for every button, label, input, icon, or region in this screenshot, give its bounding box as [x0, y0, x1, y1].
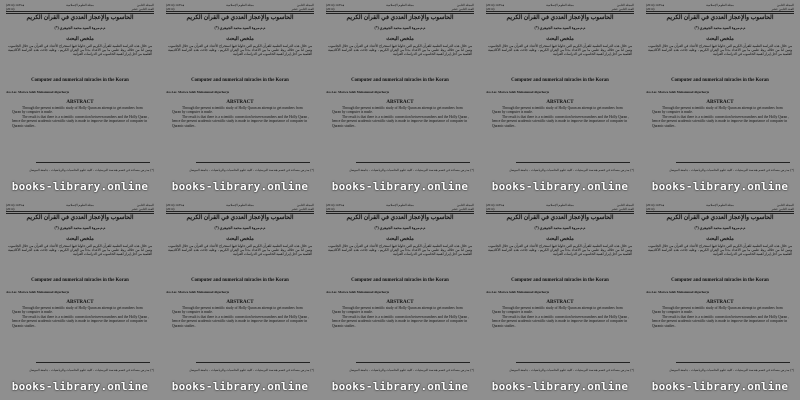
- abstract-heading: ABSTRACT: [66, 300, 94, 305]
- english-author: Ass.Lec. Marwa Adeb Mohammad Algorhorje: [6, 90, 70, 94]
- footnote-rule: [356, 162, 470, 163]
- header-date-secondary: (2014): [6, 7, 15, 11]
- header-journal: مجلة العلوم الإسلامية: [706, 203, 734, 207]
- english-author: Ass.Lec. Marwa Adeb Mohammad Algorhorje: [326, 290, 390, 294]
- abstract-paragraph: The result is that there is a scientific connection between numbers and the Holly Quran , hence the present academic scientific study is made to improve the importance of computer in Quranic studies .: [172, 114, 309, 128]
- header-date-secondary: (2014): [326, 7, 335, 11]
- abstract-body: [12, 106, 150, 128]
- footnote-rule: [36, 162, 150, 163]
- watermark: books-library.online: [651, 180, 789, 193]
- header-issue: العدد الثامن عشر: [611, 207, 634, 211]
- header-issue: العدد الثامن عشر: [451, 207, 474, 211]
- footnote-rule: [196, 162, 310, 163]
- header-journal: مجلة العلوم الإسلامية: [386, 3, 414, 7]
- english-title: Computer and numerical miracles in the Koran: [351, 278, 449, 283]
- arabic-summary-heading: ملخص البحث: [66, 237, 94, 242]
- arabic-title: الحاسوب والإعجاز العددي في القرآن الكريم: [506, 15, 614, 21]
- header-date: (2014) 1435هـ: [326, 3, 345, 7]
- arabic-author: م.م.مروة السيد محمد الجوهري (*): [534, 226, 586, 230]
- arabic-title: الحاسوب والإعجاز العددي في القرآن الكريم: [666, 15, 774, 21]
- english-title: Computer and numerical miracles in the Koran: [511, 78, 609, 83]
- arabic-title: الحاسوب والإعجاز العددي في القرآن الكريم: [346, 15, 454, 21]
- abstract-paragraph: Through the present scientific study of Holly Quran an attempt to get numbers from Quran by computer is made.: [12, 306, 143, 315]
- arabic-summary-heading: ملخص البحث: [386, 237, 414, 242]
- abstract-paragraph: The result is that there is a scientific connection between numbers and the Holly Quran , hence the present academic scientific study is made to improve the importance of computer in Quranic studies .: [332, 114, 469, 128]
- english-author: Ass.Lec. Marwa Adeb Mohammad Algorhorje: [326, 90, 390, 94]
- abstract-paragraph: Through the present scientific study of Holly Quran an attempt to get numbers from Quran by computer is made.: [492, 306, 623, 315]
- watermark: books-library.online: [331, 180, 469, 193]
- header-issue: العدد الثامن عشر: [291, 207, 314, 211]
- header-journal: مجلة العلوم الإسلامية: [706, 3, 734, 7]
- watermark: books-library.online: [171, 180, 309, 193]
- abstract-heading: ABSTRACT: [386, 300, 414, 305]
- english-author: Ass.Lec. Marwa Adeb Mohammad Algorhorje: [166, 290, 230, 294]
- footnote-rule: [676, 362, 790, 363]
- abstract-paragraph: Through the present scientific study of Holly Quran an attempt to get numbers from Quran by computer is made.: [332, 106, 463, 115]
- abstract-body: [652, 106, 790, 128]
- arabic-summary: من خلال هذه الدراسة العلمية للقرآن الكريم التي حاولنا فيها استخراج الأعداد في القرآن من خلال الحاسوب وتبين لنا من خلاله ربط علمي ما بين الأعداد بدءاً من القرآن الكريم ، وعليه جاءت هذه الدراسة الأكاديمية العلمية من أجل إبراز أهمية الحاسوب في الدراسات القرآنية: [168, 44, 312, 57]
- header-date-secondary: (2014): [326, 207, 335, 211]
- arabic-summary: من خلال هذه الدراسة العلمية للقرآن الكريم التي حاولنا فيها استخراج الأعداد في القرآن من خلال الحاسوب وتبين لنا من خلاله ربط علمي ما بين الأعداد بدءاً من القرآن الكريم ، وعليه جاءت هذه الدراسة الأكاديمية العلمية من أجل إبراز أهمية الحاسوب في الدراسات القرآنية: [328, 44, 472, 57]
- abstract-heading: ABSTRACT: [546, 100, 574, 105]
- header-issue: العدد الثامن عشر: [611, 7, 634, 11]
- abstract-paragraph: The result is that there is a scientific connection between numbers and the Holly Quran , hence the present academic scientific study is made to improve the importance of computer in Quranic studies .: [492, 314, 629, 328]
- arabic-author: م.م.مروة السيد محمد الجوهري (*): [214, 26, 266, 30]
- header-date-secondary: (2014): [486, 207, 495, 211]
- arabic-title: الحاسوب والإعجاز العددي في القرآن الكريم: [186, 15, 294, 21]
- abstract-body: [492, 306, 630, 328]
- english-title: Computer and numerical miracles in the Koran: [31, 278, 129, 283]
- arabic-title: الحاسوب والإعجاز العددي في القرآن الكريم: [506, 215, 614, 221]
- document-page: [480, 0, 640, 200]
- abstract-paragraph: Through the present scientific study of Holly Quran an attempt to get numbers from Quran by computer is made.: [172, 306, 303, 315]
- arabic-author: م.م.مروة السيد محمد الجوهري (*): [54, 26, 106, 30]
- abstract-paragraph: The result is that there is a scientific connection between numbers and the Holly Quran , hence the present academic scientific study is made to improve the importance of computer in Quranic studies .: [12, 314, 149, 328]
- footnote: (*) مدرس مساعد في قسم هندسة البرمجيات ، كلية علوم الحاسبات والرياضيات ، جامعة الموصل: [349, 168, 474, 172]
- footnote-rule: [196, 362, 310, 363]
- footnote: (*) مدرس مساعد في قسم هندسة البرمجيات ، كلية علوم الحاسبات والرياضيات ، جامعة الموصل: [509, 168, 634, 172]
- abstract-body: [172, 106, 310, 128]
- abstract-body: [12, 306, 150, 328]
- header-volume: المجلد الثامن: [776, 3, 794, 7]
- abstract-heading: ABSTRACT: [546, 300, 574, 305]
- header-volume: المجلد الثامن: [296, 203, 314, 207]
- header-date-secondary: (2014): [646, 207, 655, 211]
- english-title: Computer and numerical miracles in the Koran: [671, 78, 769, 83]
- arabic-author: م.م.مروة السيد محمد الجوهري (*): [374, 26, 426, 30]
- arabic-summary: من خلال هذه الدراسة العلمية للقرآن الكريم التي حاولنا فيها استخراج الأعداد في القرآن من خلال الحاسوب وتبين لنا من خلاله ربط علمي ما بين الأعداد بدءاً من القرآن الكريم ، وعليه جاءت هذه الدراسة الأكاديمية العلمية من أجل إبراز أهمية الحاسوب في الدراسات القرآنية: [8, 44, 152, 57]
- header-date-secondary: (2014): [166, 7, 175, 11]
- arabic-summary: من خلال هذه الدراسة العلمية للقرآن الكريم التي حاولنا فيها استخراج الأعداد في القرآن من خلال الحاسوب وتبين لنا من خلاله ربط علمي ما بين الأعداد بدءاً من القرآن الكريم ، وعليه جاءت هذه الدراسة الأكاديمية العلمية من أجل إبراز أهمية الحاسوب في الدراسات القرآنية: [648, 44, 792, 57]
- header-volume: المجلد الثامن: [456, 203, 474, 207]
- header-volume: المجلد الثامن: [136, 3, 154, 7]
- abstract-heading: ABSTRACT: [226, 300, 254, 305]
- footnote: (*) مدرس مساعد في قسم هندسة البرمجيات ، كلية علوم الحاسبات والرياضيات ، جامعة الموصل: [349, 368, 474, 372]
- arabic-summary: من خلال هذه الدراسة العلمية للقرآن الكريم التي حاولنا فيها استخراج الأعداد في القرآن من خلال الحاسوب وتبين لنا من خلاله ربط علمي ما بين الأعداد بدءاً من القرآن الكريم ، وعليه جاءت هذه الدراسة الأكاديمية العلمية من أجل إبراز أهمية الحاسوب في الدراسات القرآنية: [648, 244, 792, 257]
- abstract-body: [332, 306, 470, 328]
- document-page: [480, 200, 640, 400]
- abstract-paragraph: Through the present scientific study of Holly Quran an attempt to get numbers from Quran by computer is made.: [652, 306, 783, 315]
- header-date-secondary: (2014): [646, 7, 655, 11]
- arabic-title: الحاسوب والإعجاز العددي في القرآن الكريم: [26, 15, 134, 21]
- header-date: (2014) 1435هـ: [6, 3, 25, 7]
- header-issue: العدد الثامن عشر: [131, 7, 154, 11]
- english-author: Ass.Lec. Marwa Adeb Mohammad Algorhorje: [166, 90, 230, 94]
- arabic-author: م.م.مروة السيد محمد الجوهري (*): [214, 226, 266, 230]
- abstract-paragraph: The result is that there is a scientific connection between numbers and the Holly Quran , hence the present academic scientific study is made to improve the importance of computer in Quranic studies .: [652, 114, 789, 128]
- header-volume: المجلد الثامن: [776, 203, 794, 207]
- arabic-author: م.م.مروة السيد محمد الجوهري (*): [534, 26, 586, 30]
- arabic-title: الحاسوب والإعجاز العددي في القرآن الكريم: [666, 215, 774, 221]
- header-date-secondary: (2014): [6, 207, 15, 211]
- arabic-summary: من خلال هذه الدراسة العلمية للقرآن الكريم التي حاولنا فيها استخراج الأعداد في القرآن من خلال الحاسوب وتبين لنا من خلاله ربط علمي ما بين الأعداد بدءاً من القرآن الكريم ، وعليه جاءت هذه الدراسة الأكاديمية العلمية من أجل إبراز أهمية الحاسوب في الدراسات القرآنية: [168, 244, 312, 257]
- abstract-paragraph: Through the present scientific study of Holly Quran an attempt to get numbers from Quran by computer is made.: [492, 106, 623, 115]
- document-page: [160, 200, 320, 400]
- header-date: (2014) 1435هـ: [486, 203, 505, 207]
- header-date-secondary: (2014): [486, 7, 495, 11]
- abstract-body: [332, 106, 470, 128]
- footnote-rule: [676, 162, 790, 163]
- header-volume: المجلد الثامن: [296, 3, 314, 7]
- english-author: Ass.Lec. Marwa Adeb Mohammad Algorhorje: [646, 290, 710, 294]
- arabic-title: الحاسوب والإعجاز العددي في القرآن الكريم: [186, 215, 294, 221]
- english-author: Ass.Lec. Marwa Adeb Mohammad Algorhorje: [6, 290, 70, 294]
- arabic-summary-heading: ملخص البحث: [706, 37, 734, 42]
- arabic-summary-heading: ملخص البحث: [546, 37, 574, 42]
- document-page: [640, 0, 800, 200]
- footnote: (*) مدرس مساعد في قسم هندسة البرمجيات ، كلية علوم الحاسبات والرياضيات ، جامعة الموصل: [29, 368, 154, 372]
- header-date: (2014) 1435هـ: [6, 203, 25, 207]
- abstract-paragraph: The result is that there is a scientific connection between numbers and the Holly Quran , hence the present academic scientific study is made to improve the importance of computer in Quranic studies .: [172, 314, 309, 328]
- arabic-author: م.م.مروة السيد محمد الجوهري (*): [374, 226, 426, 230]
- header-volume: المجلد الثامن: [136, 203, 154, 207]
- arabic-title: الحاسوب والإعجاز العددي في القرآن الكريم: [346, 215, 454, 221]
- english-author: Ass.Lec. Marwa Adeb Mohammad Algorhorje: [486, 90, 550, 94]
- english-title: Computer and numerical miracles in the Koran: [511, 278, 609, 283]
- document-page: [320, 200, 480, 400]
- footnote: (*) مدرس مساعد في قسم هندسة البرمجيات ، كلية علوم الحاسبات والرياضيات ، جامعة الموصل: [669, 168, 794, 172]
- abstract-heading: ABSTRACT: [706, 100, 734, 105]
- english-author: Ass.Lec. Marwa Adeb Mohammad Algorhorje: [486, 290, 550, 294]
- header-issue: العدد الثامن عشر: [291, 7, 314, 11]
- abstract-paragraph: Through the present scientific study of Holly Quran an attempt to get numbers from Quran by computer is made.: [12, 106, 143, 115]
- header-date: (2014) 1435هـ: [486, 3, 505, 7]
- arabic-title: الحاسوب والإعجاز العددي في القرآن الكريم: [26, 215, 134, 221]
- abstract-paragraph: The result is that there is a scientific connection between numbers and the Holly Quran , hence the present academic scientific study is made to improve the importance of computer in Quranic studies .: [652, 314, 789, 328]
- arabic-summary: من خلال هذه الدراسة العلمية للقرآن الكريم التي حاولنا فيها استخراج الأعداد في القرآن من خلال الحاسوب وتبين لنا من خلاله ربط علمي ما بين الأعداد بدءاً من القرآن الكريم ، وعليه جاءت هذه الدراسة الأكاديمية العلمية من أجل إبراز أهمية الحاسوب في الدراسات القرآنية: [8, 244, 152, 257]
- header-journal: مجلة العلوم الإسلامية: [66, 203, 94, 207]
- header-journal: مجلة العلوم الإسلامية: [546, 3, 574, 7]
- watermark: books-library.online: [651, 380, 789, 393]
- header-journal: مجلة العلوم الإسلامية: [226, 3, 254, 7]
- abstract-body: [172, 306, 310, 328]
- header-issue: العدد الثامن عشر: [771, 207, 794, 211]
- header-volume: المجلد الثامن: [456, 3, 474, 7]
- header-issue: العدد الثامن عشر: [451, 7, 474, 11]
- arabic-author: م.م.مروة السيد محمد الجوهري (*): [694, 226, 746, 230]
- header-journal: مجلة العلوم الإسلامية: [386, 203, 414, 207]
- arabic-summary: من خلال هذه الدراسة العلمية للقرآن الكريم التي حاولنا فيها استخراج الأعداد في القرآن من خلال الحاسوب وتبين لنا من خلاله ربط علمي ما بين الأعداد بدءاً من القرآن الكريم ، وعليه جاءت هذه الدراسة الأكاديمية العلمية من أجل إبراز أهمية الحاسوب في الدراسات القرآنية: [488, 44, 632, 57]
- english-title: Computer and numerical miracles in the Koran: [31, 78, 129, 83]
- arabic-summary-heading: ملخص البحث: [226, 237, 254, 242]
- english-title: Computer and numerical miracles in the Koran: [191, 278, 289, 283]
- footnote: (*) مدرس مساعد في قسم هندسة البرمجيات ، كلية علوم الحاسبات والرياضيات ، جامعة الموصل: [509, 368, 634, 372]
- abstract-paragraph: Through the present scientific study of Holly Quran an attempt to get numbers from Quran by computer is made.: [172, 106, 303, 115]
- abstract-paragraph: Through the present scientific study of Holly Quran an attempt to get numbers from Quran by computer is made.: [332, 306, 463, 315]
- header-date: (2014) 1435هـ: [166, 203, 185, 207]
- footnote: (*) مدرس مساعد في قسم هندسة البرمجيات ، كلية علوم الحاسبات والرياضيات ، جامعة الموصل: [189, 368, 314, 372]
- abstract-body: [492, 106, 630, 128]
- footnote-rule: [356, 362, 470, 363]
- abstract-paragraph: The result is that there is a scientific connection between numbers and the Holly Quran , hence the present academic scientific study is made to improve the importance of computer in Quranic studies .: [332, 314, 469, 328]
- arabic-summary-heading: ملخص البحث: [386, 37, 414, 42]
- arabic-summary-heading: ملخص البحث: [66, 37, 94, 42]
- document-page: [0, 0, 160, 200]
- header-issue: العدد الثامن عشر: [131, 207, 154, 211]
- arabic-summary-heading: ملخص البحث: [226, 37, 254, 42]
- header-journal: مجلة العلوم الإسلامية: [226, 203, 254, 207]
- footnote: (*) مدرس مساعد في قسم هندسة البرمجيات ، كلية علوم الحاسبات والرياضيات ، جامعة الموصل: [29, 168, 154, 172]
- abstract-body: [652, 306, 790, 328]
- footnote: (*) مدرس مساعد في قسم هندسة البرمجيات ، كلية علوم الحاسبات والرياضيات ، جامعة الموصل: [669, 368, 794, 372]
- arabic-summary: من خلال هذه الدراسة العلمية للقرآن الكريم التي حاولنا فيها استخراج الأعداد في القرآن من خلال الحاسوب وتبين لنا من خلاله ربط علمي ما بين الأعداد بدءاً من القرآن الكريم ، وعليه جاءت هذه الدراسة الأكاديمية العلمية من أجل إبراز أهمية الحاسوب في الدراسات القرآنية: [328, 244, 472, 257]
- abstract-heading: ABSTRACT: [226, 100, 254, 105]
- abstract-paragraph: Through the present scientific study of Holly Quran an attempt to get numbers from Quran by computer is made.: [652, 106, 783, 115]
- header-date: (2014) 1435هـ: [646, 3, 665, 7]
- header-date-secondary: (2014): [166, 207, 175, 211]
- header-volume: المجلد الثامن: [616, 3, 634, 7]
- arabic-author: م.م.مروة السيد محمد الجوهري (*): [694, 26, 746, 30]
- english-title: Computer and numerical miracles in the Koran: [351, 78, 449, 83]
- footnote-rule: [36, 362, 150, 363]
- header-journal: مجلة العلوم الإسلامية: [66, 3, 94, 7]
- abstract-heading: ABSTRACT: [386, 100, 414, 105]
- arabic-summary-heading: ملخص البحث: [546, 237, 574, 242]
- arabic-summary-heading: ملخص البحث: [706, 237, 734, 242]
- english-title: Computer and numerical miracles in the Koran: [671, 278, 769, 283]
- english-title: Computer and numerical miracles in the Koran: [191, 78, 289, 83]
- header-journal: مجلة العلوم الإسلامية: [546, 203, 574, 207]
- watermark: books-library.online: [171, 380, 309, 393]
- footnote-rule: [516, 362, 630, 363]
- header-date: (2014) 1435هـ: [166, 3, 185, 7]
- footnote-rule: [516, 162, 630, 163]
- header-date: (2014) 1435هـ: [326, 203, 345, 207]
- watermark: books-library.online: [491, 180, 629, 193]
- header-date: (2014) 1435هـ: [646, 203, 665, 207]
- arabic-summary: من خلال هذه الدراسة العلمية للقرآن الكريم التي حاولنا فيها استخراج الأعداد في القرآن من خلال الحاسوب وتبين لنا من خلاله ربط علمي ما بين الأعداد بدءاً من القرآن الكريم ، وعليه جاءت هذه الدراسة الأكاديمية العلمية من أجل إبراز أهمية الحاسوب في الدراسات القرآنية: [488, 244, 632, 257]
- watermark: books-library.online: [491, 380, 629, 393]
- document-page: [320, 0, 480, 200]
- header-volume: المجلد الثامن: [616, 203, 634, 207]
- abstract-paragraph: The result is that there is a scientific connection between numbers and the Holly Quran , hence the present academic scientific study is made to improve the importance of computer in Quranic studies .: [492, 114, 629, 128]
- document-page: [160, 0, 320, 200]
- document-page: [640, 200, 800, 400]
- abstract-heading: ABSTRACT: [706, 300, 734, 305]
- header-issue: العدد الثامن عشر: [771, 7, 794, 11]
- watermark: books-library.online: [11, 180, 149, 193]
- watermark: books-library.online: [331, 380, 469, 393]
- abstract-paragraph: The result is that there is a scientific connection between numbers and the Holly Quran , hence the present academic scientific study is made to improve the importance of computer in Quranic studies .: [12, 114, 149, 128]
- abstract-heading: ABSTRACT: [66, 100, 94, 105]
- footnote: (*) مدرس مساعد في قسم هندسة البرمجيات ، كلية علوم الحاسبات والرياضيات ، جامعة الموصل: [189, 168, 314, 172]
- english-author: Ass.Lec. Marwa Adeb Mohammad Algorhorje: [646, 90, 710, 94]
- document-page: [0, 200, 160, 400]
- watermark: books-library.online: [11, 380, 149, 393]
- arabic-author: م.م.مروة السيد محمد الجوهري (*): [54, 226, 106, 230]
